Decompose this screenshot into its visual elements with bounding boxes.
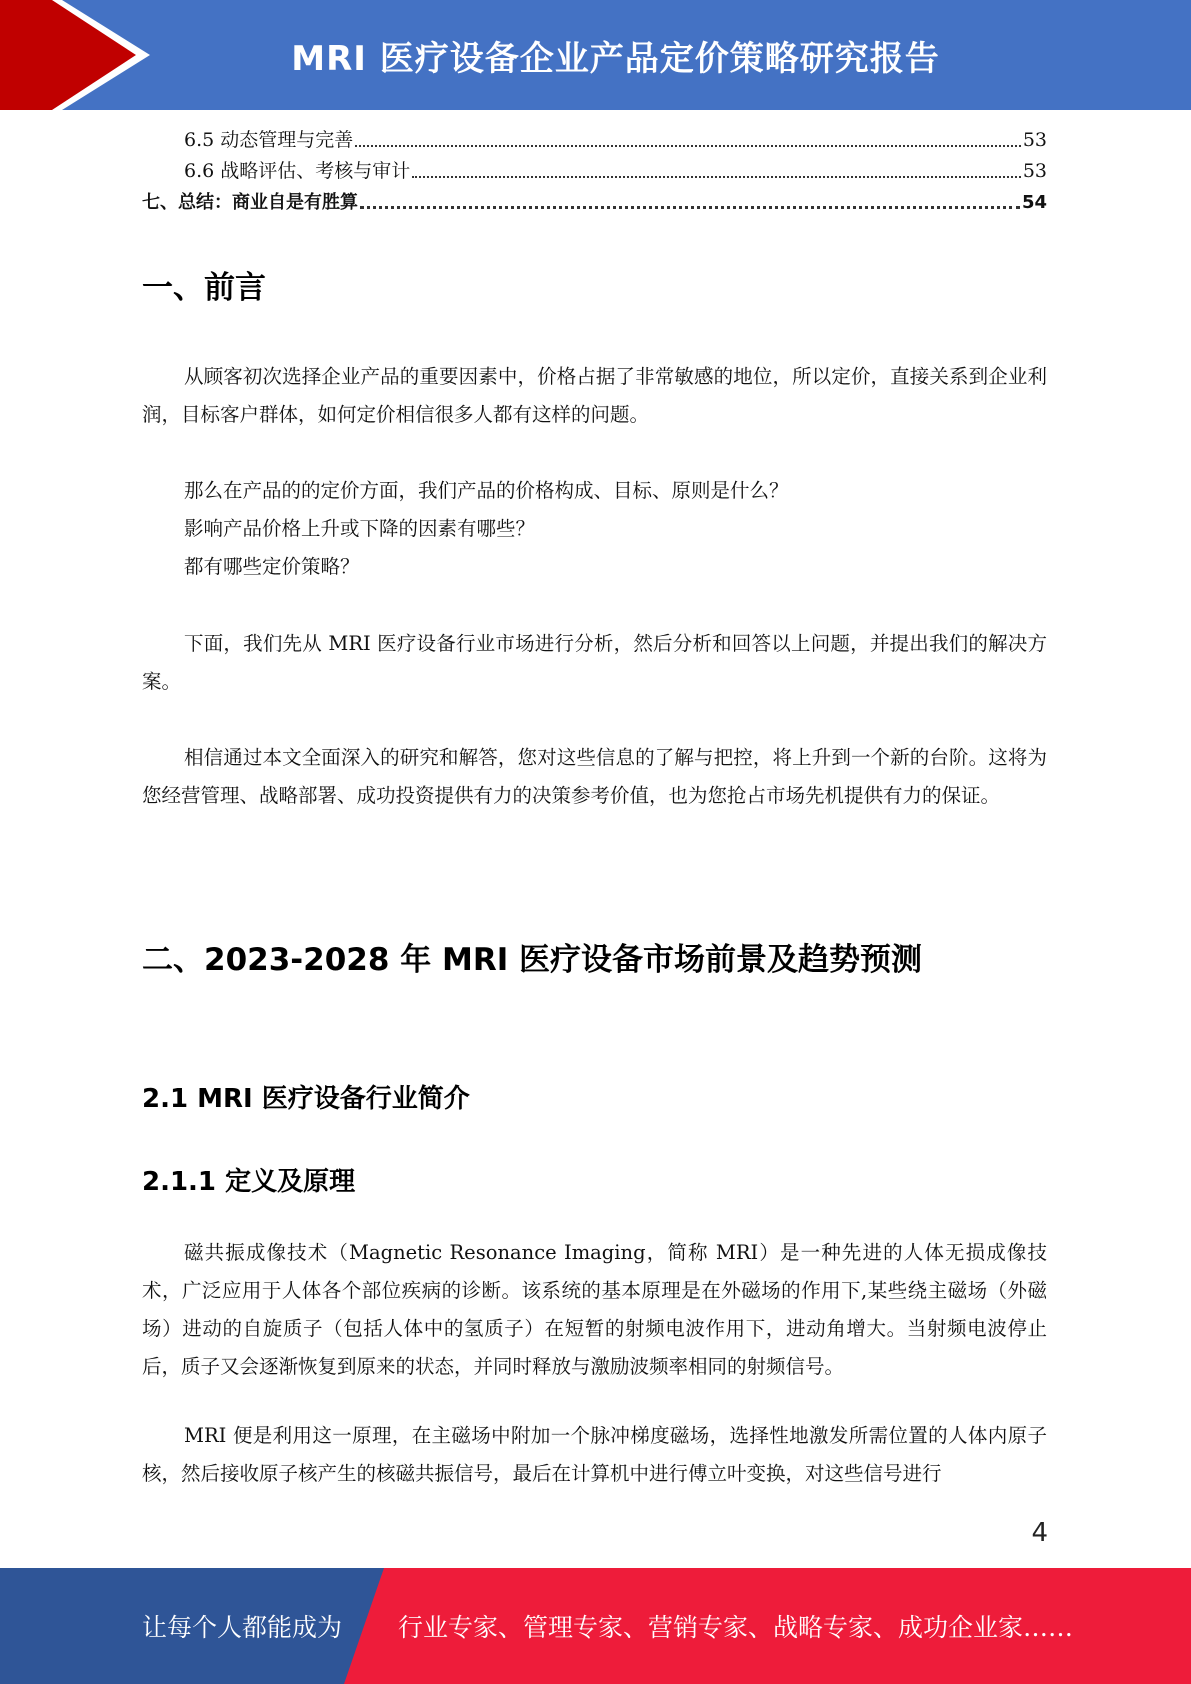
toc-entry[interactable]: [142, 187, 1047, 218]
header-arrow-decoration: [0, 0, 150, 110]
toc-entry-page: 53: [1022, 160, 1047, 182]
subsection-heading: 2.1.1 定义及原理: [142, 1167, 356, 1197]
paragraph: 磁共振成像技术（Magnetic Resonance Imaging，简称 MRI）是一种先进的人体无损成像技术，广泛应用于人体各个部位疾病的诊断。该系统的基本原理是在外磁场的作用下,某些绕主磁场（外磁场）进动的自旋质子（包括人体中的氢质子）在短暂的射频电波作用下，进动角增大。当射频电波停止后，质子又会逐渐恢复到原来的状态，并同时释放与激励波频率相同的射频信号。: [142, 1241, 1047, 1378]
footer-slogan-left: 让每个人都能成为: [142, 1613, 343, 1642]
toc-leader-dots: [360, 206, 1020, 209]
paragraph: 相信通过本文全面深入的研究和解答，您对这些信息的了解与把控，将上升到一个新的台阶。这将为您经营管理、战略部署、成功投资提供有力的决策参考价值，也为您抢占市场先机提供有力的保证。: [142, 746, 1047, 807]
footer-slogan-right: 行业专家、管理专家、营销专家、战略专家、成功企业家……: [398, 1613, 1074, 1642]
paragraph: 下面，我们先从 MRI 医疗设备行业市场进行分析，然后分析和回答以上问题，并提出我们的解决方案。: [142, 632, 1047, 693]
section-heading-market-forecast: 二、2023-2028 年 MRI 医疗设备市场前景及趋势预测: [142, 942, 923, 978]
toc-entry-label: 6.6 战略评估、考核与审计: [184, 160, 411, 182]
page-header: [0, 0, 1191, 110]
section-heading-preface: 一、前言: [142, 270, 266, 306]
toc-entry-page: 54: [1021, 192, 1047, 213]
page-number: 4: [1031, 1518, 1048, 1548]
toc-entry-label: 七、总结：商业自是有胜算: [142, 192, 358, 213]
question-line: 那么在产品的的定价方面，我们产品的价格构成、目标、原则是什么？: [184, 479, 789, 502]
toc-entry[interactable]: [142, 156, 1047, 187]
subsection-heading: 2.1 MRI 医疗设备行业简介: [142, 1084, 470, 1114]
toc-entry-page: 53: [1022, 129, 1047, 151]
report-title: MRI 医疗设备企业产品定价策略研究报告: [291, 38, 940, 79]
toc-entry[interactable]: [142, 125, 1047, 156]
paragraph: MRI 便是利用这一原理，在主磁场中附加一个脉冲梯度磁场，选择性地激发所需位置的人体内原子核，然后接收原子核产生的核磁共振信号，最后在计算机中进行傅立叶变换，对这些信号进行: [142, 1424, 1047, 1485]
question-line: 影响产品价格上升或下降的因素有哪些？: [184, 517, 536, 540]
question-line: 都有哪些定价策略？: [184, 555, 360, 578]
toc-leader-dots: [412, 176, 1021, 178]
paragraph: 从顾客初次选择企业产品的重要因素中，价格占据了非常敏感的地位，所以定价，直接关系到企业利润，目标客户群体，如何定价相信很多人都有这样的问题。: [142, 365, 1047, 426]
toc-leader-dots: [355, 145, 1021, 147]
page-footer: [0, 1568, 1191, 1684]
toc: [142, 125, 1047, 218]
toc-entry-label: 6.5 动态管理与完善: [184, 129, 354, 151]
